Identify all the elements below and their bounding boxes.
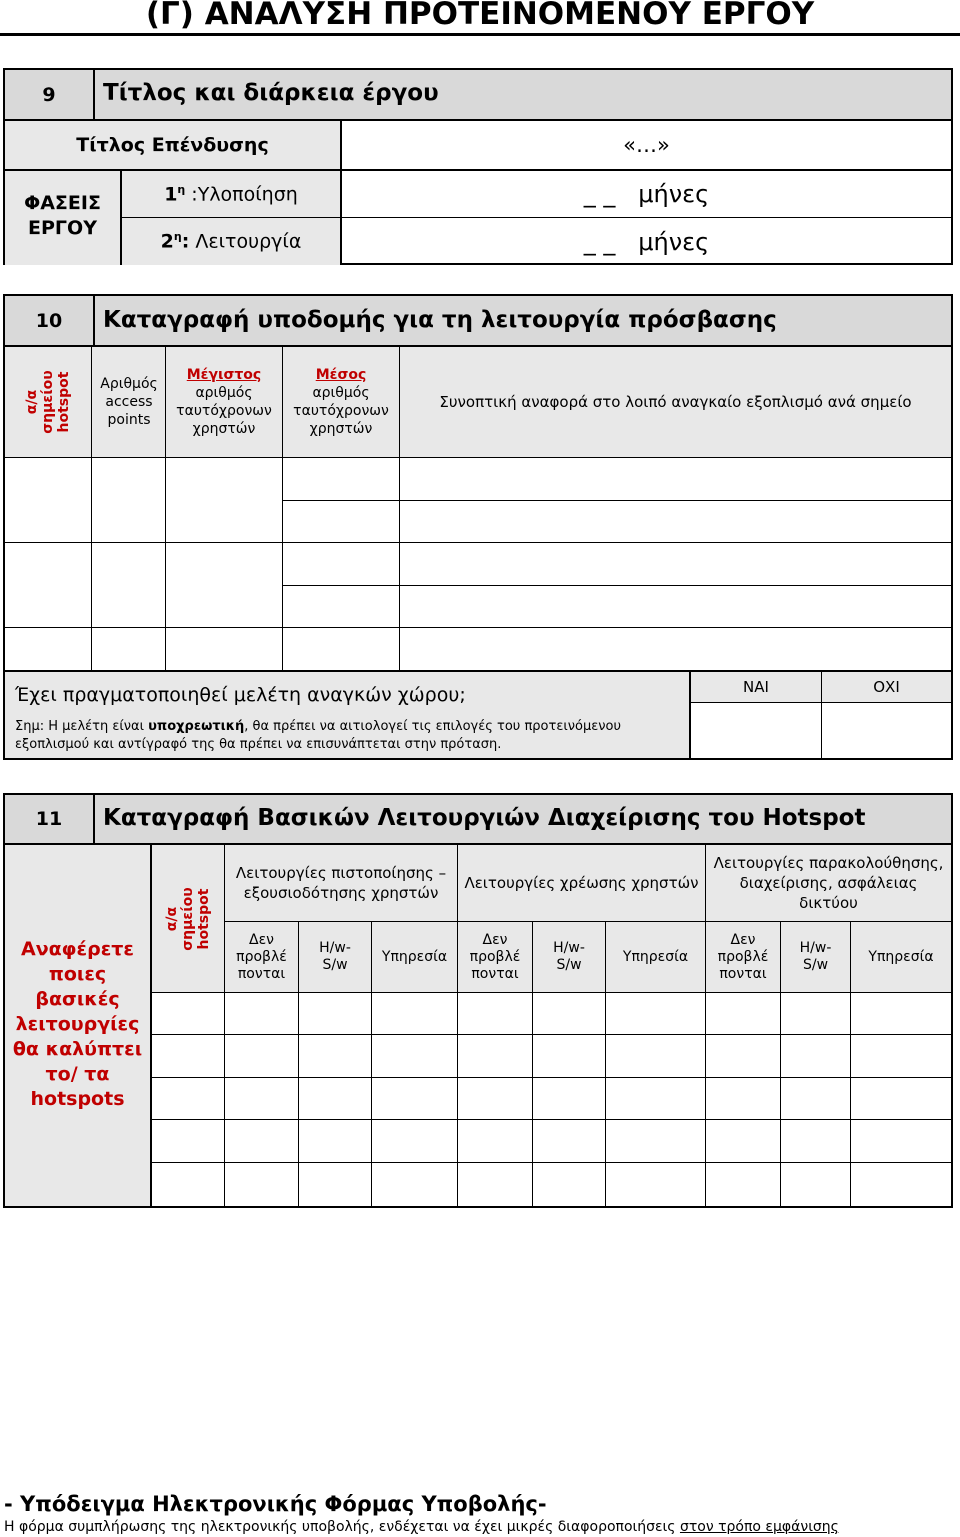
auth-none: Δεν προβλέ πονται bbox=[236, 931, 287, 982]
column-aa-hotspot-11: α/α σημείου hotspot bbox=[164, 886, 212, 951]
billing-service: Υπηρεσία bbox=[622, 948, 689, 965]
title-rule bbox=[0, 33, 960, 36]
functions-row-4[interactable] bbox=[152, 1120, 951, 1162]
yes-checkbox-cell[interactable] bbox=[691, 703, 821, 758]
section-10-number: 10 bbox=[35, 309, 63, 332]
footer-note-link: στον τρόπο εμφάνισης bbox=[679, 1519, 839, 1535]
auth-hw-sw: H/w- S/w bbox=[319, 940, 351, 973]
row-1-summary-cell[interactable] bbox=[400, 458, 951, 500]
row-4-summary-cell[interactable] bbox=[400, 586, 951, 627]
functions-left-label: Αναφέρετε ποιες βασικές λειτουργίες θα καλύπτει το/ τα hotspots bbox=[12, 938, 143, 1110]
phase-1-label: $1^\eta$ :Υλοποίηση bbox=[122, 171, 340, 217]
phase-1-months-field[interactable]: _ _ μήνες bbox=[583, 180, 710, 208]
group-monitoring: Λειτουργίες παρακολούθησης, διαχείρισης, ασφάλειας δικτύου bbox=[713, 854, 944, 912]
column-summary-equipment: Συνοπτική αναφορά στο λοιπό αναγκαίο εξοπλισμό ανά σημείο bbox=[439, 393, 912, 411]
row-3-hotspot-cell[interactable] bbox=[5, 628, 91, 670]
column-avg-users: Μέσος αριθμός ταυτόχρονων χρηστών bbox=[293, 367, 389, 437]
phases-label-line1: ΦΑΣΕΙΣ bbox=[24, 192, 101, 214]
section-11-number: 11 bbox=[35, 808, 63, 830]
study-note: Σημ: Η μελέτη είναι υποχρεωτική, θα πρέπει να αιτιολογεί τις επιλογές του προτεινόμενου εξοπλισμού και αντίγραφό της θα πρέπει να επισυνάπτεται στην πρόταση. bbox=[15, 719, 621, 752]
investment-title-label: Τίτλος Επένδυσης bbox=[5, 121, 340, 169]
section-9-number: 9 bbox=[5, 70, 93, 119]
auth-service: Υπηρεσία bbox=[381, 948, 448, 965]
phases-label-line2: ΕΡΓΟΥ bbox=[28, 217, 97, 239]
page-title: (Γ) ΑΝΑΛΥΣΗ ΠΡΟΤΕΙΝΟΜΕΝΟΥ ΕΡΓΟΥ bbox=[145, 0, 815, 32]
section-11-title: Καταγραφή Βασικών Λειτουργιών Διαχείρισης του Hotspot bbox=[103, 805, 866, 831]
row-2-hotspot-cell[interactable] bbox=[5, 543, 91, 627]
section-9-title: Τίτλος και διάρκεια έργου bbox=[103, 80, 439, 106]
footer-title: - Υπόδειγμα Ηλεκτρονικής Φόρμας Υποβολής- bbox=[4, 1492, 547, 1516]
monitoring-service: Υπηρεσία bbox=[868, 948, 934, 965]
column-access-points: Αριθμός access points bbox=[100, 376, 158, 428]
billing-none: Δεν προβλέ πονται bbox=[469, 931, 521, 982]
phase-2-label: $2^\eta$: Λειτουργία bbox=[122, 218, 340, 265]
no-checkbox-cell[interactable] bbox=[822, 703, 951, 758]
row-3-summary-cell[interactable] bbox=[400, 543, 951, 585]
row-2-summary-cell[interactable] bbox=[400, 501, 951, 542]
monitoring-none: Δεν προβλέ πονται bbox=[717, 931, 769, 982]
functions-row-1[interactable] bbox=[152, 993, 951, 1034]
section-11 bbox=[3, 793, 953, 1208]
section-9 bbox=[3, 68, 953, 265]
billing-hw-sw: H/w- S/w bbox=[553, 940, 585, 973]
section-10-title: Καταγραφή υποδομής για τη λειτουργία πρόσβασης bbox=[103, 307, 777, 333]
monitoring-hw-sw: H/w- S/w bbox=[799, 940, 832, 973]
functions-row-3[interactable] bbox=[152, 1078, 951, 1119]
row-1-hotspot-cell[interactable] bbox=[5, 458, 91, 542]
row-5-summary-cell[interactable] bbox=[400, 628, 951, 670]
yes-header: ΝΑΙ bbox=[691, 672, 821, 702]
study-question: Έχει πραγματοποιηθεί μελέτη αναγκών χώρου; bbox=[15, 684, 466, 706]
phase-2-months-field[interactable]: _ _ μήνες bbox=[583, 227, 710, 256]
column-aa-hotspot: α/α σημείου hotspot bbox=[24, 370, 72, 434]
group-auth: Λειτουργίες πιστοποίησης – εξουσιοδότησης χρηστών bbox=[235, 864, 447, 902]
functions-row-2[interactable] bbox=[152, 1035, 951, 1077]
investment-title-field[interactable]: «…» bbox=[623, 133, 670, 157]
section-10 bbox=[3, 294, 953, 760]
no-header: ΟΧΙ bbox=[822, 672, 951, 702]
column-max-users: Μέγιστος αριθμός ταυτόχρονων χρηστών bbox=[176, 367, 272, 437]
footer-note: Η φόρμα συμπλήρωσης της ηλεκτρονικής υποβολής, ενδέχεται να έχει μικρές διαφοροποιήσεις στον τρόπο εμφάνισης bbox=[4, 1519, 839, 1535]
phases-label bbox=[5, 171, 120, 265]
group-billing: Λειτουργίες χρέωσης χρηστών bbox=[464, 874, 699, 892]
functions-row-5[interactable] bbox=[152, 1163, 951, 1206]
